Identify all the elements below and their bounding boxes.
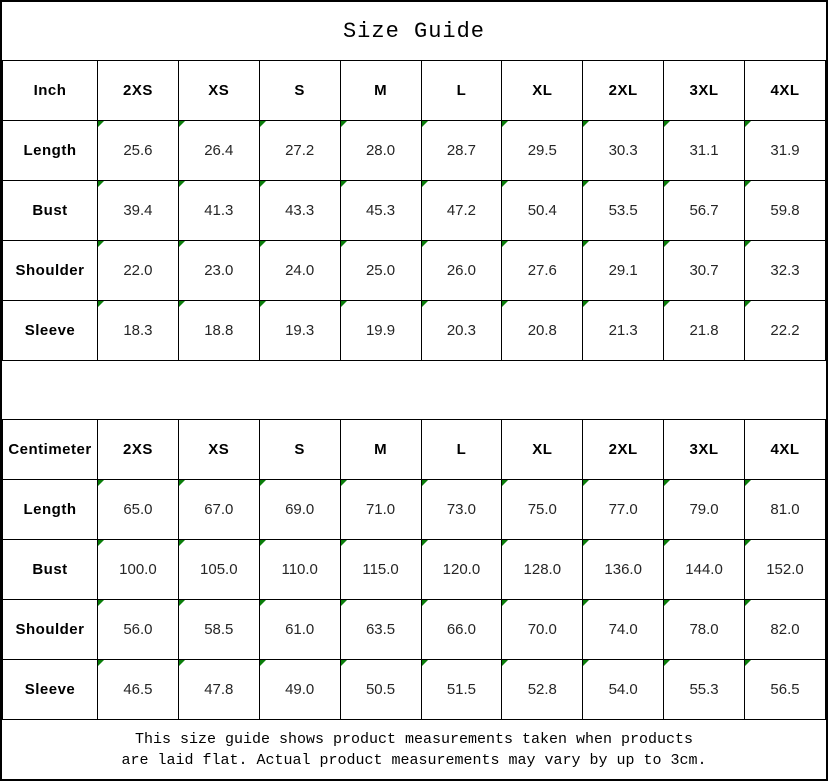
measurement-value: 25.0 [365, 262, 396, 279]
measurement-row [3, 241, 826, 301]
cm-header-row [3, 420, 826, 480]
measurement-cell [178, 540, 259, 600]
measurement-value: 120.0 [442, 561, 481, 578]
size-header: 2XL [583, 420, 664, 480]
cell-corner-flag-icon [664, 241, 670, 247]
size-header: S [259, 61, 340, 121]
measurement-cell [259, 301, 340, 361]
cell-corner-flag-icon [98, 660, 104, 666]
row-label-cell: Sleeve [3, 301, 98, 361]
cell-corner-flag-icon [179, 181, 185, 187]
cell-corner-flag-icon [260, 301, 266, 307]
size-header: M [340, 420, 421, 480]
size-header: 2XL [583, 61, 664, 121]
measurement-row [3, 181, 826, 241]
measurement-value: 74.0 [608, 621, 638, 638]
size-header: XS [178, 61, 259, 121]
measurement-value: 75.0 [527, 501, 557, 518]
cell-corner-flag-icon [583, 241, 589, 247]
measurement-value: 79.0 [689, 501, 719, 518]
measurement-cell [178, 480, 259, 540]
measurement-value: 136.0 [604, 561, 642, 578]
measurement-value: 70.0 [527, 621, 557, 638]
measurement-cell [178, 241, 259, 301]
row-label-cell: Sleeve [3, 660, 98, 720]
measurement-cell [583, 660, 664, 720]
measurement-cell [340, 540, 421, 600]
cell-corner-flag-icon [341, 660, 347, 666]
centimeter-size-table [2, 419, 826, 720]
measurement-value: 46.5 [123, 681, 153, 698]
cell-corner-flag-icon [583, 121, 589, 127]
measurement-cell [745, 301, 826, 361]
cell-corner-flag-icon [502, 540, 508, 546]
measurement-value: 56.7 [689, 202, 719, 219]
measurement-cell [664, 600, 745, 660]
measurement-cell [502, 600, 583, 660]
cell-corner-flag-icon [664, 480, 670, 486]
measurement-cell [178, 600, 259, 660]
cell-corner-flag-icon [502, 121, 508, 127]
measurement-cell [178, 660, 259, 720]
measurement-value: 43.3 [285, 202, 315, 219]
page-title-text: Size Guide [342, 18, 486, 44]
measurement-cell [664, 181, 745, 241]
cell-corner-flag-icon [422, 121, 428, 127]
measurement-cell [583, 480, 664, 540]
cell-corner-flag-icon [745, 660, 751, 666]
measurement-cell [98, 540, 179, 600]
measurement-value: 24.0 [285, 262, 315, 279]
measurement-value: 47.8 [204, 681, 234, 698]
measurement-value: 144.0 [685, 561, 723, 578]
cell-corner-flag-icon [502, 181, 508, 187]
measurement-value: 25.6 [123, 142, 153, 159]
measurement-cell [98, 121, 179, 181]
measurement-cell [340, 301, 421, 361]
measurement-value: 71.0 [365, 501, 396, 518]
measurement-value: 18.8 [204, 322, 234, 339]
cell-corner-flag-icon [745, 181, 751, 187]
cell-corner-flag-icon [422, 480, 428, 486]
size-header: 2XS [98, 420, 179, 480]
cell-corner-flag-icon [422, 600, 428, 606]
cell-corner-flag-icon [745, 480, 751, 486]
measurement-value: 63.5 [365, 621, 396, 638]
measurement-cell [259, 241, 340, 301]
footer-line-1: This size guide shows product measurements taken when products [134, 730, 694, 748]
measurement-value: 69.0 [285, 501, 315, 518]
measurement-cell [502, 660, 583, 720]
measurement-value: 54.0 [608, 681, 638, 698]
measurement-value: 128.0 [523, 561, 562, 578]
measurement-value: 30.7 [689, 262, 719, 279]
size-header: 2XS [98, 61, 179, 121]
cell-corner-flag-icon [98, 540, 104, 546]
cell-corner-flag-icon [664, 660, 670, 666]
measurement-cell [583, 540, 664, 600]
cell-corner-flag-icon [341, 121, 347, 127]
cell-corner-flag-icon [502, 660, 508, 666]
cell-corner-flag-icon [422, 181, 428, 187]
measurement-row [3, 660, 826, 720]
measurement-value: 21.3 [608, 322, 638, 339]
measurement-cell [421, 660, 502, 720]
cell-corner-flag-icon [422, 660, 428, 666]
measurement-cell [745, 241, 826, 301]
cell-corner-flag-icon [341, 181, 347, 187]
measurement-value: 31.9 [770, 142, 800, 159]
cell-corner-flag-icon [745, 301, 751, 307]
cell-corner-flag-icon [179, 540, 185, 546]
row-label-cell: Length [3, 121, 98, 181]
measurement-cell [745, 121, 826, 181]
measurement-cell [98, 181, 179, 241]
cell-corner-flag-icon [260, 121, 266, 127]
footer-line-2: are laid flat. Actual product measurements may vary by up to 3cm. [121, 751, 707, 769]
measurement-cell [421, 301, 502, 361]
measurement-value: 56.0 [123, 621, 153, 638]
measurement-cell [421, 121, 502, 181]
measurement-cell [259, 121, 340, 181]
measurement-value: 152.0 [766, 561, 804, 578]
cell-corner-flag-icon [502, 301, 508, 307]
cell-corner-flag-icon [664, 121, 670, 127]
measurement-value: 26.0 [446, 262, 477, 279]
cell-corner-flag-icon [583, 301, 589, 307]
size-header: 3XL [664, 420, 745, 480]
size-header: XL [502, 61, 583, 121]
cell-corner-flag-icon [422, 540, 428, 546]
cell-corner-flag-icon [341, 241, 347, 247]
cell-corner-flag-icon [583, 480, 589, 486]
measurement-value: 39.4 [123, 202, 153, 219]
measurement-value: 29.1 [608, 262, 638, 279]
measurement-cell [98, 241, 179, 301]
cell-corner-flag-icon [745, 600, 751, 606]
measurement-cell [98, 301, 179, 361]
measurement-cell [98, 480, 179, 540]
cell-corner-flag-icon [502, 480, 508, 486]
measurement-value: 23.0 [204, 262, 234, 279]
cell-corner-flag-icon [745, 540, 751, 546]
inch-header-row [3, 61, 826, 121]
measurement-cell [502, 121, 583, 181]
measurement-cell [664, 540, 745, 600]
measurement-cell [259, 181, 340, 241]
cell-corner-flag-icon [260, 600, 266, 606]
measurement-value: 50.5 [365, 681, 396, 698]
measurement-value: 81.0 [770, 501, 800, 518]
measurement-value: 28.0 [365, 142, 396, 159]
measurement-value: 67.0 [204, 501, 234, 518]
measurement-value: 19.9 [365, 322, 396, 339]
measurement-value: 31.1 [689, 142, 719, 159]
cell-corner-flag-icon [260, 660, 266, 666]
cell-corner-flag-icon [179, 301, 185, 307]
measurement-value: 28.7 [446, 142, 477, 159]
cell-corner-flag-icon [341, 600, 347, 606]
measurement-value: 27.6 [527, 262, 557, 279]
cell-corner-flag-icon [583, 540, 589, 546]
measurement-cell [421, 480, 502, 540]
cell-corner-flag-icon [664, 540, 670, 546]
measurement-cell [745, 480, 826, 540]
measurement-cell [583, 600, 664, 660]
cell-corner-flag-icon [179, 241, 185, 247]
cell-corner-flag-icon [98, 241, 104, 247]
measurement-value: 45.3 [365, 202, 396, 219]
cell-corner-flag-icon [98, 121, 104, 127]
measurement-value: 73.0 [446, 501, 477, 518]
table-separator [2, 361, 826, 419]
measurement-cell [259, 540, 340, 600]
size-header: XS [178, 420, 259, 480]
measurement-cell [421, 241, 502, 301]
cell-corner-flag-icon [260, 480, 266, 486]
measurement-value: 82.0 [770, 621, 800, 638]
measurement-value: 49.0 [285, 681, 315, 698]
cell-corner-flag-icon [341, 480, 347, 486]
measurement-value: 20.3 [446, 322, 477, 339]
measurement-value: 55.3 [689, 681, 719, 698]
measurement-cell [502, 301, 583, 361]
cell-corner-flag-icon [422, 241, 428, 247]
measurement-cell [259, 660, 340, 720]
unit-header-inch: Inch [3, 61, 98, 121]
measurement-cell [664, 480, 745, 540]
measurement-cell [178, 301, 259, 361]
measurement-cell [502, 181, 583, 241]
cell-corner-flag-icon [664, 600, 670, 606]
footer-note [2, 720, 826, 779]
measurement-value: 58.5 [204, 621, 234, 638]
measurement-value: 61.0 [285, 621, 315, 638]
measurement-row [3, 301, 826, 361]
measurement-value: 22.2 [770, 322, 800, 339]
size-header: M [340, 61, 421, 121]
measurement-row [3, 121, 826, 181]
measurement-cell [664, 660, 745, 720]
measurement-value: 78.0 [689, 621, 719, 638]
page-title [2, 2, 826, 60]
cell-corner-flag-icon [98, 480, 104, 486]
measurement-value: 105.0 [200, 561, 238, 578]
measurement-cell [98, 660, 179, 720]
cell-corner-flag-icon [583, 181, 589, 187]
measurement-value: 110.0 [281, 561, 318, 578]
cell-corner-flag-icon [98, 301, 104, 307]
measurement-value: 50.4 [527, 202, 557, 219]
measurement-cell [502, 241, 583, 301]
measurement-value: 29.5 [527, 142, 557, 159]
cell-corner-flag-icon [179, 480, 185, 486]
measurement-value: 115.0 [362, 561, 399, 578]
measurement-value: 22.0 [123, 262, 153, 279]
measurement-cell [340, 121, 421, 181]
measurement-cell [502, 480, 583, 540]
row-label-cell: Shoulder [3, 241, 98, 301]
measurement-row [3, 480, 826, 540]
size-header: L [421, 420, 502, 480]
cell-corner-flag-icon [502, 600, 508, 606]
measurement-cell [340, 660, 421, 720]
measurement-value: 19.3 [285, 322, 315, 339]
measurement-value: 27.2 [285, 142, 315, 159]
measurement-value: 30.3 [608, 142, 638, 159]
measurement-cell [98, 600, 179, 660]
measurement-cell [583, 301, 664, 361]
measurement-row [3, 540, 826, 600]
measurement-value: 18.3 [123, 322, 153, 339]
measurement-cell [502, 540, 583, 600]
cell-corner-flag-icon [341, 301, 347, 307]
measurement-cell [745, 660, 826, 720]
cell-corner-flag-icon [664, 181, 670, 187]
measurement-cell [664, 121, 745, 181]
size-header: 4XL [745, 61, 826, 121]
measurement-value: 32.3 [770, 262, 800, 279]
measurement-value: 66.0 [446, 621, 477, 638]
measurement-value: 47.2 [446, 202, 477, 219]
measurement-cell [745, 540, 826, 600]
cell-corner-flag-icon [745, 241, 751, 247]
cell-corner-flag-icon [422, 301, 428, 307]
inch-size-table [2, 60, 826, 361]
cell-corner-flag-icon [179, 660, 185, 666]
size-header: XL [502, 420, 583, 480]
measurement-cell [259, 600, 340, 660]
measurement-cell [178, 181, 259, 241]
measurement-cell [421, 540, 502, 600]
cell-corner-flag-icon [583, 600, 589, 606]
measurement-value: 77.0 [608, 501, 638, 518]
measurement-cell [340, 480, 421, 540]
cell-corner-flag-icon [260, 540, 266, 546]
measurement-value: 100.0 [119, 561, 157, 578]
cell-corner-flag-icon [179, 600, 185, 606]
measurement-cell [583, 241, 664, 301]
measurement-row [3, 600, 826, 660]
unit-header-centimeter: Centimeter [3, 420, 98, 480]
measurement-cell [421, 181, 502, 241]
measurement-cell [583, 181, 664, 241]
measurement-cell [745, 181, 826, 241]
cell-corner-flag-icon [341, 540, 347, 546]
cell-corner-flag-icon [179, 121, 185, 127]
row-label-cell: Length [3, 480, 98, 540]
cell-corner-flag-icon [98, 181, 104, 187]
measurement-cell [340, 600, 421, 660]
size-header: L [421, 61, 502, 121]
measurement-cell [745, 600, 826, 660]
size-header: 4XL [745, 420, 826, 480]
measurement-cell [664, 301, 745, 361]
row-label-cell: Bust [3, 540, 98, 600]
cell-corner-flag-icon [502, 241, 508, 247]
measurement-cell [178, 121, 259, 181]
cell-corner-flag-icon [745, 121, 751, 127]
cell-corner-flag-icon [98, 600, 104, 606]
measurement-cell [340, 181, 421, 241]
row-label-cell: Shoulder [3, 600, 98, 660]
measurement-value: 20.8 [527, 322, 557, 339]
measurement-cell [664, 241, 745, 301]
cell-corner-flag-icon [260, 241, 266, 247]
measurement-value: 52.8 [527, 681, 557, 698]
measurement-value: 41.3 [204, 202, 234, 219]
measurement-value: 59.8 [770, 202, 800, 219]
measurement-value: 26.4 [204, 142, 234, 159]
cell-corner-flag-icon [583, 660, 589, 666]
measurement-value: 65.0 [123, 501, 153, 518]
measurement-cell [583, 121, 664, 181]
measurement-value: 56.5 [770, 681, 800, 698]
measurement-value: 53.5 [608, 202, 638, 219]
measurement-cell [259, 480, 340, 540]
size-header: S [259, 420, 340, 480]
measurement-cell [421, 600, 502, 660]
measurement-cell [340, 241, 421, 301]
row-label-cell: Bust [3, 181, 98, 241]
measurement-value: 21.8 [689, 322, 719, 339]
cell-corner-flag-icon [260, 181, 266, 187]
cell-corner-flag-icon [664, 301, 670, 307]
measurement-value: 51.5 [446, 681, 477, 698]
size-header: 3XL [664, 61, 745, 121]
